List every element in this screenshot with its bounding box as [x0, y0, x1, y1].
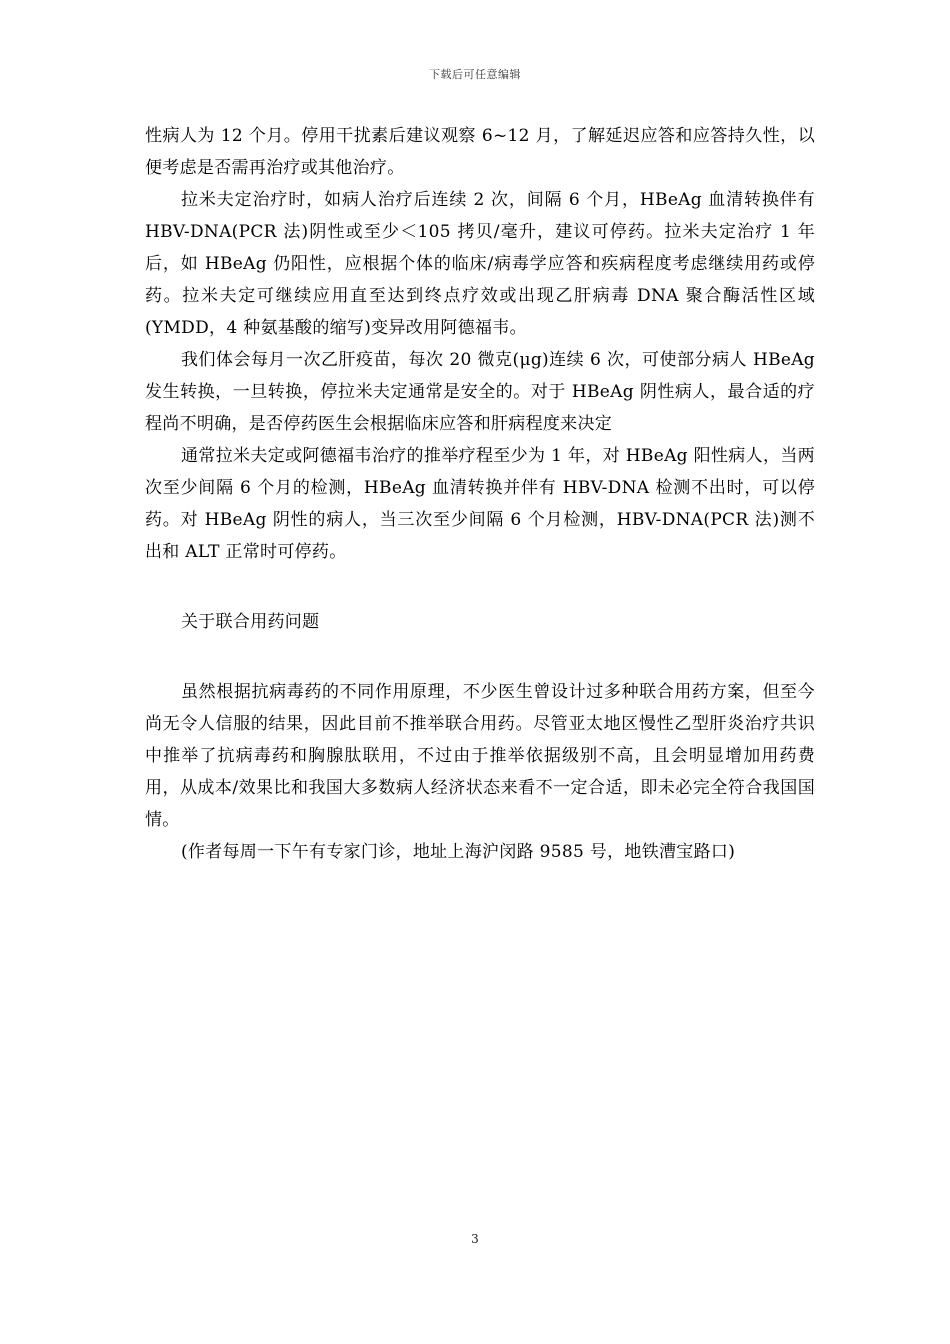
- paragraph-author-note: (作者每周一下午有专家门诊，地址上海沪闵路 9585 号，地铁漕宝路口): [181, 842, 736, 862]
- paragraph-combination: 虽然根据抗病毒药的不同作用原理，不少医生曾设计过多种联合用药方案，但至今尚无令人信服的结果，因此目前不推举联合用药。尽管亚太地区慢性乙型肝炎治疗共识中推举了抗病毒药和胸腺肽联用，不过由于推举依据级别不高，且会明显增加用药费用，从成本/效果比和我国大多数病人经济状态来看不一定合适，即未必完全符合我国国情。: [145, 682, 815, 830]
- paragraph-lamivudine: 拉米夫定治疗时，如病人治疗后连续 2 次，间隔 6 个月，HBeAg 血清转换伴有 HBV-DNA(PCR 法)阴性或至少＜105 拷贝/毫升，建议可停药。拉米夫定治疗 1 年后，如 HBeAg 仍阳性，应根据个体的临床/病毒学应答和疾病程度考虑继续用药或停药。拉米夫定可继续应用直至达到终点疗效或出现乙肝病毒 DNA 聚合酶活性区域(YMDD，4 种氨基酸的缩写)变异改用阿德福韦。: [145, 190, 815, 338]
- paragraph-continued: 性病人为 12 个月。停用干扰素后建议观察 6~12 月，了解延迟应答和应答持久性，以便考虑是否需再治疗或其他治疗。: [145, 126, 815, 178]
- paragraph-vaccine: 我们体会每月一次乙肝疫苗，每次 20 微克(μg)连续 6 次，可使部分病人 HBeAg 发生转换，一旦转换，停拉米夫定通常是安全的。对于 HBeAg 阴性病人，最合适的疗程尚不明确，是否停药医生会根据临床应答和肝病程度来决定: [145, 350, 815, 434]
- section-heading: 关于联合用药问题: [181, 612, 320, 632]
- document-body: [145, 120, 815, 868]
- paragraph-course: 通常拉米夫定或阿德福韦治疗的推举疗程至少为 1 年，对 HBeAg 阳性病人，当两次至少间隔 6 个月的检测，HBeAg 血清转换并伴有 HBV-DNA 检测不出时，可以停药。对 HBeAg 阴性的病人，当三次至少间隔 6 个月检测，HBV-DNA(PCR 法)测不出和 ALT 正常时可停药。: [145, 446, 815, 562]
- page-header: 下载后可任意编辑: [429, 68, 521, 81]
- page-number: 3: [471, 1232, 479, 1246]
